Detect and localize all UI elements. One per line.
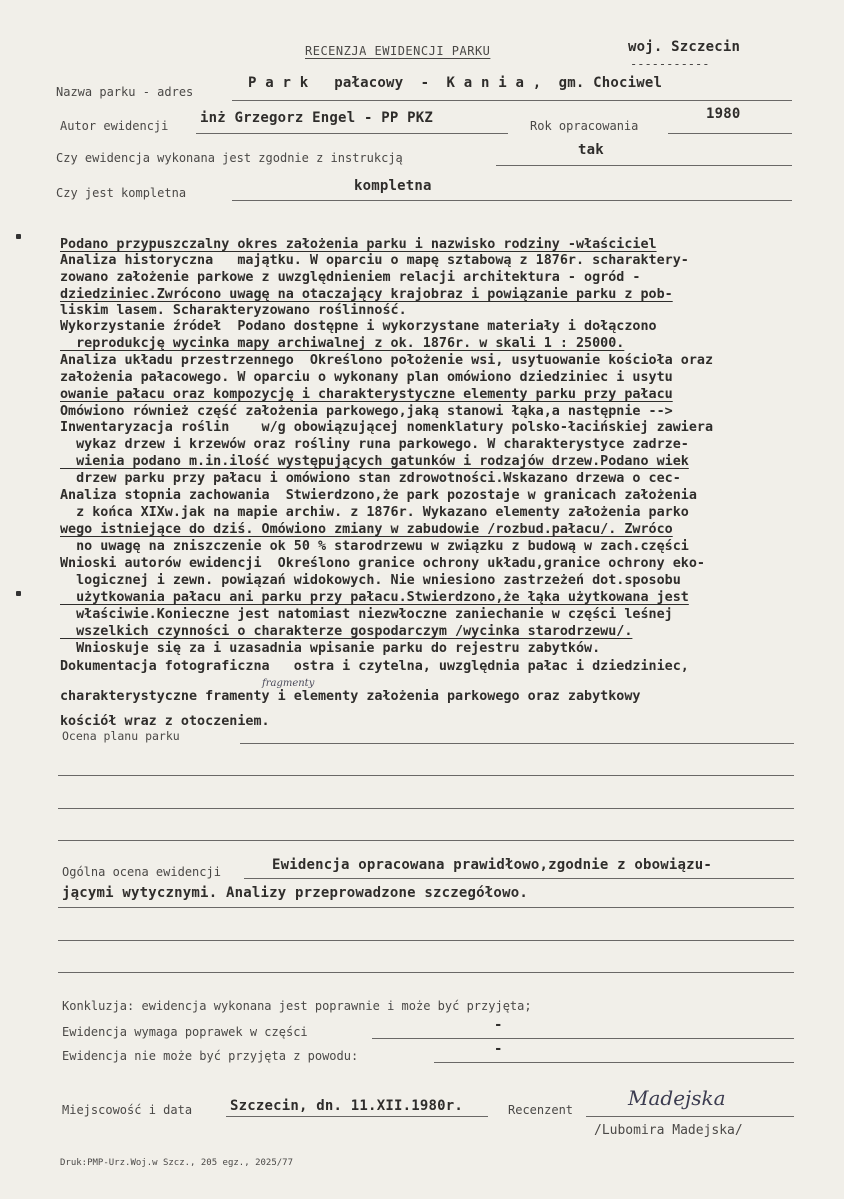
year-label: Rok opracowania bbox=[530, 119, 639, 133]
rejection-label: Ewidencja nie może być przyjęta z powodu: bbox=[62, 1049, 359, 1063]
reviewer-label: Recenzent bbox=[508, 1103, 574, 1117]
review-line: z końca XIXw.jak na mapie archiw. z 1876r. Wykazano elementy założenia parko bbox=[60, 505, 689, 520]
rejection-rule bbox=[434, 1062, 794, 1063]
review-line: wszelkich czynności o charakterze gospodarczym /wycinka starodrzewu/. bbox=[60, 624, 633, 639]
corrections-value: - bbox=[494, 1017, 503, 1033]
plan-rule bbox=[240, 743, 794, 744]
review-line: zowano założenie parkowe z uwzględnieniem relacji architektura - ogród - bbox=[60, 270, 641, 285]
review-line: no uwagę na zniszczenie ok 50 % starodrzewu w związku z budową w zach.części bbox=[60, 539, 689, 554]
review-line: Dokumentacja fotograficzna ostra i czytelna, uwzględnia pałac i dziedziniec, bbox=[60, 659, 689, 674]
overall-rule bbox=[58, 972, 794, 973]
review-line: wienia podano m.in.ilość występujących gatunków i rodzajów drzew.Podano wiek bbox=[60, 454, 689, 469]
review-line: założenia pałacowego. W oparciu o wykonany plan omówiono dziedziniec i usytu bbox=[60, 370, 673, 385]
region-label: woj. Szczecin bbox=[628, 39, 741, 55]
review-line: Inwentaryzacja roślin w/g obowiązującej nomenklatury polsko-łacińskiej zawiera bbox=[60, 420, 714, 435]
place-date-label: Miejscowość i data bbox=[62, 1103, 193, 1117]
conclusion-line: Konkluzja: ewidencja wykonana jest poprawnie i może być przyjęta; bbox=[62, 999, 532, 1013]
review-line: charakterystyczne framenty i elementy założenia parkowego oraz zabytkowy bbox=[60, 689, 641, 704]
review-line: Analiza historyczna majątku. W oparciu o mapę sztabową z 1876r. scharaktery- bbox=[60, 253, 689, 268]
region-underline: ----------- bbox=[630, 57, 710, 71]
review-line: reprodukcję wycinka mapy archiwalnej z ok. 1876r. w skali 1 : 25000. bbox=[60, 336, 625, 351]
review-line: kościół wraz z otoczeniem. bbox=[60, 714, 270, 729]
park-name-value: P a r k pałacowy - K a n i a , gm. Chociwel bbox=[248, 75, 663, 91]
review-line: owanie pałacu oraz kompozycję i charakterystyczne elementy parku przy pałacu bbox=[60, 387, 673, 402]
form-title: RECENZJA EWIDENCJI PARKU bbox=[305, 44, 491, 58]
review-line: Wnioski autorów ewidencji Określono granice ochrony układu,granice ochrony eko- bbox=[60, 556, 705, 571]
handwritten-insert: fragmenty bbox=[262, 678, 315, 689]
corrections-rule bbox=[372, 1038, 794, 1039]
place-date-value: Szczecin, dn. 11.XII.1980r. bbox=[230, 1098, 463, 1114]
review-line: Omówiono również część założenia parkowego,jaką stanowi łąka,a następnie --> bbox=[60, 404, 673, 419]
overall-line-1: Ewidencja opracowana prawidłowo,zgodnie z obowiązu- bbox=[272, 857, 713, 873]
instruction-value: tak bbox=[578, 142, 604, 158]
plan-rating-label: Ocena planu parku bbox=[62, 729, 180, 743]
review-line: dziedziniec.Zwrócono uwagę na otaczający krajobraz i powiązanie parku z pob- bbox=[60, 287, 673, 302]
complete-label: Czy jest kompletna bbox=[56, 186, 187, 200]
overall-line-2: jącymi wytycznymi. Analizy przeprowadzone szczegółowo. bbox=[62, 885, 528, 901]
reviewer-signature: Madejska bbox=[628, 1086, 726, 1110]
review-line: Analiza stopnia zachowania Stwierdzono,że park pozostaje w granicach założenia bbox=[60, 488, 697, 503]
year-value: 1980 bbox=[706, 106, 741, 122]
review-line: Podano przypuszczalny okres założenia parku i nazwisko rodziny -właściciel bbox=[60, 237, 657, 252]
review-line: wykaz drzew i krzewów oraz rośliny runa parkowego. W charakterystyce zadrze- bbox=[60, 437, 689, 452]
review-line: wego istniejące do dziś. Omówiono zmiany w zabudowie /rozbud.pałacu/. Zwróco bbox=[60, 522, 673, 537]
review-line: drzew parku przy pałacu i omówiono stan zdrowotności.Wskazano drzewa o cec- bbox=[60, 471, 681, 486]
reviewer-rule bbox=[586, 1116, 794, 1117]
complete-value: kompletna bbox=[354, 178, 432, 194]
overall-rule bbox=[244, 878, 794, 879]
author-value: inż Grzegorz Engel - PP PKZ bbox=[200, 110, 433, 126]
reviewer-name: /Lubomira Madejska/ bbox=[594, 1123, 743, 1138]
park-name-label: Nazwa parku - adres bbox=[56, 85, 194, 99]
review-line: Wykorzystanie źródeł Podano dostępne i wykorzystane materiały i dołączono bbox=[60, 319, 657, 334]
review-line: właściwie.Konieczne jest natomiast niezwłoczne zaniechanie w części leśnej bbox=[60, 607, 673, 622]
review-line: użytkowania pałacu ani parku przy pałacu.Stwierdzono,że łąka użytkowana jest bbox=[60, 590, 689, 605]
review-line: Analiza układu przestrzennego Określono położenie wsi, usytuowanie kościoła oraz bbox=[60, 353, 714, 368]
plan-rule bbox=[58, 775, 794, 776]
rejection-value: - bbox=[494, 1041, 503, 1057]
overall-rule bbox=[58, 940, 794, 941]
plan-rule bbox=[58, 840, 794, 841]
place-date-rule bbox=[226, 1116, 488, 1117]
plan-rule bbox=[58, 808, 794, 809]
review-line: Wnioskuje się za i uzasadnia wpisanie parku do rejestru zabytków. bbox=[60, 641, 601, 656]
punch-mark-middle bbox=[16, 591, 21, 596]
author-label: Autor ewidencji bbox=[60, 119, 169, 133]
print-note: Druk:PMP-Urz.Woj.w Szcz., 205 egz., 2025/77 bbox=[60, 1158, 293, 1168]
instruction-label: Czy ewidencja wykonana jest zgodnie z instrukcją bbox=[56, 151, 403, 165]
overall-rule bbox=[58, 907, 794, 908]
review-line: logicznej i zewn. powiązań widokowych. Nie wniesiono zastrzeżeń dot.sposobu bbox=[60, 573, 681, 588]
corrections-label: Ewidencja wymaga poprawek w części bbox=[62, 1025, 308, 1039]
overall-label: Ogólna ocena ewidencji bbox=[62, 865, 221, 879]
review-line: liskim lasem. Scharakteryzowano roślinność. bbox=[60, 303, 407, 318]
